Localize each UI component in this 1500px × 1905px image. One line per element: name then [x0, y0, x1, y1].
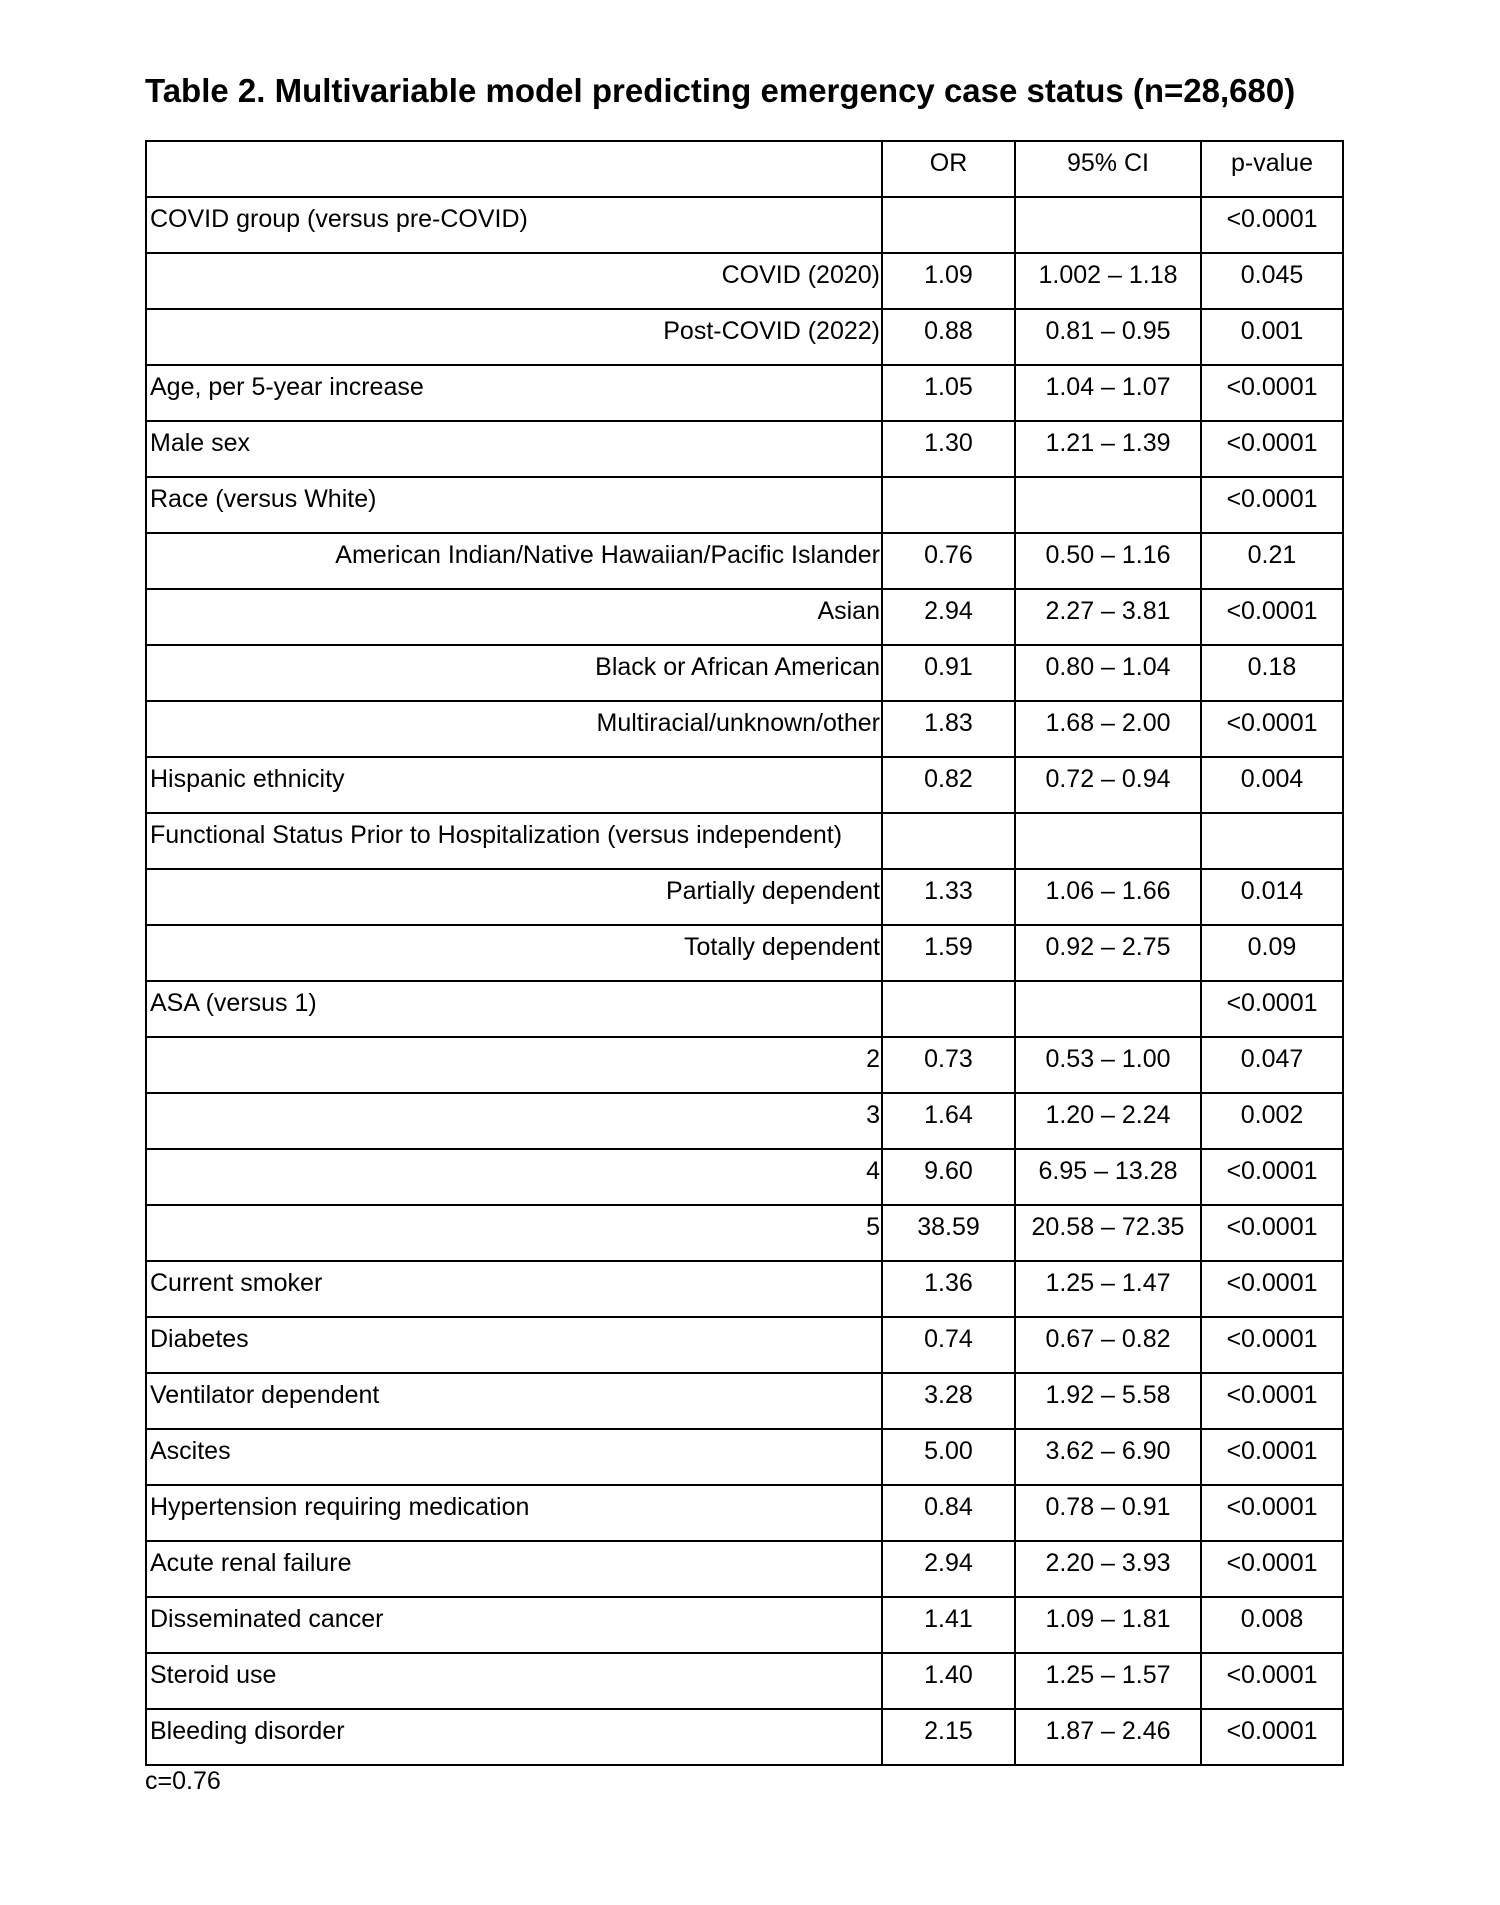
p-value-cell: <0.0001: [1201, 1149, 1343, 1205]
table-row: [146, 1149, 1343, 1205]
table-row: [146, 533, 1343, 589]
confidence-interval-cell: 1.04 – 1.07: [1015, 365, 1201, 421]
odds-ratio-cell: 0.84: [882, 1485, 1015, 1541]
p-value-cell: 0.21: [1201, 533, 1343, 589]
p-value-cell: 0.047: [1201, 1037, 1343, 1093]
table-row: [146, 1205, 1343, 1261]
row-label: Partially dependent: [146, 869, 882, 925]
row-label: Race (versus White): [146, 477, 882, 533]
odds-ratio-cell: 0.76: [882, 533, 1015, 589]
p-value-cell: 0.09: [1201, 925, 1343, 981]
p-value-cell: <0.0001: [1201, 421, 1343, 477]
row-label: Steroid use: [146, 1653, 882, 1709]
table-row: [146, 925, 1343, 981]
p-value-cell: <0.0001: [1201, 1541, 1343, 1597]
odds-ratio-cell: 38.59: [882, 1205, 1015, 1261]
table-row: [146, 1709, 1343, 1765]
table-row: [146, 1597, 1343, 1653]
confidence-interval-cell: 1.25 – 1.47: [1015, 1261, 1201, 1317]
table-title: Table 2. Multivariable model predicting emergency case status (n=28,680): [145, 72, 1296, 109]
odds-ratio-cell: 1.40: [882, 1653, 1015, 1709]
odds-ratio-cell: 1.33: [882, 869, 1015, 925]
row-label: COVID group (versus pre-COVID): [146, 197, 882, 253]
row-label: 5: [146, 1205, 882, 1261]
odds-ratio-cell: 0.82: [882, 757, 1015, 813]
row-label: COVID (2020): [146, 253, 882, 309]
odds-ratio-cell: [882, 477, 1015, 533]
row-label: Bleeding disorder: [146, 1709, 882, 1765]
results-table: [145, 140, 1344, 1766]
table-row: [146, 309, 1343, 365]
row-label: Black or African American: [146, 645, 882, 701]
odds-ratio-cell: 0.74: [882, 1317, 1015, 1373]
confidence-interval-cell: 0.53 – 1.00: [1015, 1037, 1201, 1093]
table-row: [146, 1653, 1343, 1709]
table-row: [146, 1261, 1343, 1317]
confidence-interval-cell: 0.78 – 0.91: [1015, 1485, 1201, 1541]
table-row: [146, 477, 1343, 533]
odds-ratio-cell: 0.91: [882, 645, 1015, 701]
p-value-cell: <0.0001: [1201, 1261, 1343, 1317]
table-row: [146, 645, 1343, 701]
odds-ratio-cell: 2.94: [882, 589, 1015, 645]
p-value-cell: <0.0001: [1201, 1429, 1343, 1485]
table-row: [146, 1093, 1343, 1149]
p-value-cell: <0.0001: [1201, 477, 1343, 533]
table-row: [146, 1541, 1343, 1597]
row-label: Current smoker: [146, 1261, 882, 1317]
table-row: [146, 1373, 1343, 1429]
p-value-cell: <0.0001: [1201, 1485, 1343, 1541]
row-label: Ascites: [146, 1429, 882, 1485]
row-label: ASA (versus 1): [146, 981, 882, 1037]
table-row: [146, 1429, 1343, 1485]
odds-ratio-cell: 1.59: [882, 925, 1015, 981]
row-label: Acute renal failure: [146, 1541, 882, 1597]
table-row: [146, 1037, 1343, 1093]
table-row: [146, 589, 1343, 645]
confidence-interval-cell: 1.09 – 1.81: [1015, 1597, 1201, 1653]
p-value-cell: 0.008: [1201, 1597, 1343, 1653]
row-label: 2: [146, 1037, 882, 1093]
table-row: [146, 1485, 1343, 1541]
table-body: [146, 197, 1343, 1765]
table-row: [146, 869, 1343, 925]
confidence-interval-cell: 1.68 – 2.00: [1015, 701, 1201, 757]
row-label: Functional Status Prior to Hospitalization (versus independent): [146, 813, 882, 869]
confidence-interval-cell: 0.92 – 2.75: [1015, 925, 1201, 981]
p-value-cell: <0.0001: [1201, 1653, 1343, 1709]
confidence-interval-cell: 0.81 – 0.95: [1015, 309, 1201, 365]
row-label: Age, per 5-year increase: [146, 365, 882, 421]
odds-ratio-cell: [882, 813, 1015, 869]
table-row: [146, 1317, 1343, 1373]
p-value-cell: [1201, 813, 1343, 869]
header-or: OR: [882, 141, 1015, 197]
table-row: [146, 365, 1343, 421]
odds-ratio-cell: 1.09: [882, 253, 1015, 309]
confidence-interval-cell: 3.62 – 6.90: [1015, 1429, 1201, 1485]
table-row: [146, 757, 1343, 813]
confidence-interval-cell: 2.27 – 3.81: [1015, 589, 1201, 645]
p-value-cell: 0.002: [1201, 1093, 1343, 1149]
p-value-cell: <0.0001: [1201, 365, 1343, 421]
row-label: Hispanic ethnicity: [146, 757, 882, 813]
odds-ratio-cell: [882, 197, 1015, 253]
header-ci: 95% CI: [1015, 141, 1201, 197]
row-label: Diabetes: [146, 1317, 882, 1373]
row-label: 4: [146, 1149, 882, 1205]
row-label: Disseminated cancer: [146, 1597, 882, 1653]
row-label: 3: [146, 1093, 882, 1149]
odds-ratio-cell: 3.28: [882, 1373, 1015, 1429]
confidence-interval-cell: 0.72 – 0.94: [1015, 757, 1201, 813]
odds-ratio-cell: 1.83: [882, 701, 1015, 757]
confidence-interval-cell: 2.20 – 3.93: [1015, 1541, 1201, 1597]
confidence-interval-cell: 1.92 – 5.58: [1015, 1373, 1201, 1429]
p-value-cell: <0.0001: [1201, 1373, 1343, 1429]
table-row: [146, 701, 1343, 757]
odds-ratio-cell: 1.64: [882, 1093, 1015, 1149]
row-label: American Indian/Native Hawaiian/Pacific Islander: [146, 533, 882, 589]
row-label: Ventilator dependent: [146, 1373, 882, 1429]
odds-ratio-cell: 1.41: [882, 1597, 1015, 1653]
table-row: [146, 813, 1343, 869]
p-value-cell: <0.0001: [1201, 1317, 1343, 1373]
confidence-interval-cell: 0.67 – 0.82: [1015, 1317, 1201, 1373]
confidence-interval-cell: [1015, 981, 1201, 1037]
p-value-cell: <0.0001: [1201, 1205, 1343, 1261]
confidence-interval-cell: [1015, 477, 1201, 533]
p-value-cell: 0.014: [1201, 869, 1343, 925]
table-row: [146, 421, 1343, 477]
header-p-value: p-value: [1201, 141, 1343, 197]
confidence-interval-cell: 1.20 – 2.24: [1015, 1093, 1201, 1149]
row-label: Post-COVID (2022): [146, 309, 882, 365]
confidence-interval-cell: 1.25 – 1.57: [1015, 1653, 1201, 1709]
p-value-cell: 0.18: [1201, 645, 1343, 701]
p-value-cell: <0.0001: [1201, 197, 1343, 253]
row-label: Hypertension requiring medication: [146, 1485, 882, 1541]
table-header-row: [146, 141, 1343, 197]
odds-ratio-cell: 2.15: [882, 1709, 1015, 1765]
odds-ratio-cell: 1.30: [882, 421, 1015, 477]
p-value-cell: <0.0001: [1201, 981, 1343, 1037]
row-label: Multiracial/unknown/other: [146, 701, 882, 757]
table-row: [146, 197, 1343, 253]
odds-ratio-cell: 2.94: [882, 1541, 1015, 1597]
odds-ratio-cell: 1.05: [882, 365, 1015, 421]
confidence-interval-cell: 1.87 – 2.46: [1015, 1709, 1201, 1765]
p-value-cell: 0.001: [1201, 309, 1343, 365]
confidence-interval-cell: 1.002 – 1.18: [1015, 253, 1201, 309]
confidence-interval-cell: 6.95 – 13.28: [1015, 1149, 1201, 1205]
p-value-cell: <0.0001: [1201, 589, 1343, 645]
table-row: [146, 981, 1343, 1037]
confidence-interval-cell: 0.50 – 1.16: [1015, 533, 1201, 589]
header-label-cell: [146, 141, 882, 197]
p-value-cell: <0.0001: [1201, 701, 1343, 757]
footnote: c=0.76: [145, 1767, 221, 1795]
odds-ratio-cell: 0.88: [882, 309, 1015, 365]
p-value-cell: 0.045: [1201, 253, 1343, 309]
confidence-interval-cell: 0.80 – 1.04: [1015, 645, 1201, 701]
confidence-interval-cell: 20.58 – 72.35: [1015, 1205, 1201, 1261]
odds-ratio-cell: 5.00: [882, 1429, 1015, 1485]
confidence-interval-cell: 1.21 – 1.39: [1015, 421, 1201, 477]
row-label: Totally dependent: [146, 925, 882, 981]
odds-ratio-cell: 0.73: [882, 1037, 1015, 1093]
odds-ratio-cell: 9.60: [882, 1149, 1015, 1205]
confidence-interval-cell: [1015, 813, 1201, 869]
table-row: [146, 253, 1343, 309]
row-label: Asian: [146, 589, 882, 645]
p-value-cell: <0.0001: [1201, 1709, 1343, 1765]
confidence-interval-cell: 1.06 – 1.66: [1015, 869, 1201, 925]
odds-ratio-cell: [882, 981, 1015, 1037]
row-label: Male sex: [146, 421, 882, 477]
confidence-interval-cell: [1015, 197, 1201, 253]
p-value-cell: 0.004: [1201, 757, 1343, 813]
odds-ratio-cell: 1.36: [882, 1261, 1015, 1317]
